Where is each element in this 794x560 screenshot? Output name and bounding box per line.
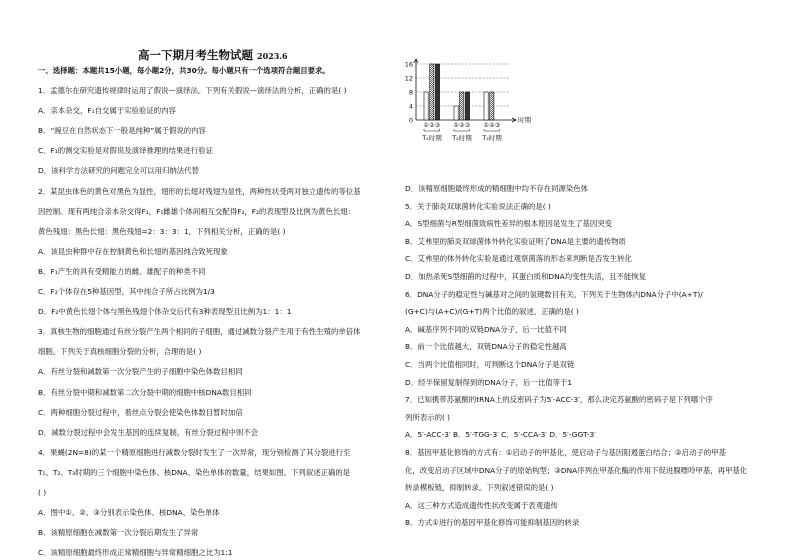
question-line: D．经半保留复制得到的DNA分子，后一比值等于1 bbox=[405, 377, 573, 387]
question-line: 列所表示的( ) bbox=[405, 412, 451, 422]
question-line: C．艾弗里的体外转化实验是通过观察菌落的形态来判断是否发生转化 bbox=[405, 254, 632, 264]
question-line: 因控制。现有两纯合亲本杂交得F₁，F₁雌雄个体间相互交配得F₂，F₂的表现型及比例为黄色长翅： bbox=[38, 206, 356, 216]
bar bbox=[424, 92, 428, 120]
question-line: 7．已知携带苏氨酸的tRNA上的反密码子为5′-ACC-3′，那么决定苏氨酸的密码子是下列哪个序 bbox=[405, 395, 713, 405]
y-tick-label: 0 bbox=[408, 116, 413, 125]
group-bracket bbox=[424, 129, 440, 131]
bar bbox=[465, 92, 469, 120]
y-tick-label: 16 bbox=[404, 60, 413, 69]
question-line: B．有丝分裂中期和减数第二次分裂中期的细胞中核DNA数目相同 bbox=[38, 387, 252, 397]
question-line: 5．关于肺炎双球菌转化实验说法正确的是( ) bbox=[405, 201, 551, 211]
question-line: 1．孟德尔在研究遗传规律时运用了假说—演绎法。下列有关假说—演绎法的分析，正确的是( ) bbox=[38, 86, 347, 95]
series-mark-label: ③ bbox=[464, 122, 471, 129]
question-line: 黄色残翅：黑色长翅：黑色残翅=2：3：3：1，下列相关分析，正确的是( ) bbox=[38, 226, 286, 236]
series-mark-label: ① bbox=[483, 122, 489, 129]
question-line: D．减数分裂过程中会发生基因的连续复制，有丝分裂过程中则不会 bbox=[38, 427, 259, 437]
question-line: A．碱基序列不同的双链DNA分子，后一比值不同 bbox=[405, 324, 567, 334]
bar bbox=[490, 92, 494, 120]
question-line: C．F₂个体存在5种基因型，其中纯合子所占比例为1/3 bbox=[38, 287, 215, 296]
question-line: 2．某昆虫体色的黄色对黑色为显性，翅形的长翅对残翅为显性，两种性状受两对独立遗传的等位基 bbox=[38, 186, 361, 196]
x-axis-label: 时期 bbox=[518, 116, 531, 124]
question-line: A．图中①、②、③分别表示染色体、核DNA、染色单体 bbox=[38, 508, 220, 518]
exam-date: 2023.6 bbox=[257, 51, 288, 61]
bar bbox=[484, 92, 488, 120]
series-mark-label: ② bbox=[429, 122, 435, 129]
question-line: A．该昆虫种群中存在控制黄色和长翅的基因纯合致死现象 bbox=[38, 246, 228, 256]
question-line: C．两种细胞分裂过程中，着丝点分裂会使染色体数目暂时加倍 bbox=[38, 407, 243, 417]
series-mark-label: ② bbox=[489, 122, 495, 129]
question-line: C．该精原细胞最终形成正常精细胞与异常精细胞之比为1:1 bbox=[38, 548, 233, 558]
question-line: (G+C)与(A+C)/(G+T)两个比值的叙述，正确的是( ) bbox=[405, 307, 579, 317]
question-line: B．前一个比值越大，双链DNA分子的稳定性越高 bbox=[405, 342, 567, 352]
question-line: 6．DNA分子的稳定性与碱基对之间的氢键数目有关。下列关于生物体内DNA分子中(A+T)/ bbox=[405, 289, 703, 299]
question-line: B．该精原细胞在减数第一次分裂后期发生了异常 bbox=[38, 528, 199, 538]
question-line: D．F₂中黄色长翅个体与黑色残翅个体杂交后代有3种表现型且比例为1：1：1 bbox=[38, 307, 292, 317]
question-line: A．S型细菌与R型细菌致病性差异的根本原因是发生了基因突变 bbox=[405, 219, 613, 229]
section-heading: 一、选择题：本题共15小题，每小题2分，共30分。每小题只有一个选项符合题目要求。 bbox=[38, 66, 330, 75]
bar bbox=[435, 64, 439, 120]
group-label: T₃时期 bbox=[482, 134, 502, 142]
question-line: 转录模板链，抑制转录。下列叙述错误的是( ) bbox=[405, 483, 554, 493]
question-line: ( ) bbox=[38, 488, 47, 497]
question-line: 细胞。下列关于真核细胞分裂的分析，合理的是( ) bbox=[38, 347, 202, 357]
series-mark-label: ③ bbox=[494, 122, 501, 129]
series-mark-label: ① bbox=[423, 122, 429, 129]
question-line: 4．果蝇(2N=8)的某一个精原细胞进行减数分裂时发生了一次异常，现分别检测了其分裂进行至 bbox=[38, 447, 351, 457]
series-mark-label: ① bbox=[453, 122, 459, 129]
question-line: A．5′-ACC-3′ B．5′-TGG-3′ C．5′-CCA-3′ D．5′-GGT-3′ bbox=[405, 430, 596, 440]
question-line: D．该精原细胞最终形成的精细胞中均不存在同源染色体 bbox=[405, 184, 589, 193]
question-line: 3．真核生物的细胞通过有丝分裂产生两个相同的子细胞，通过减数分裂产生用于有性生殖的单倍体 bbox=[38, 327, 361, 337]
bar bbox=[454, 106, 458, 120]
question-line: B．F₁产生的具有受精能力的雌、雄配子的种类不同 bbox=[38, 266, 206, 276]
question-line: B．“豌豆在自然状态下一般是纯种”属于假说的内容 bbox=[38, 126, 206, 136]
y-tick-label: 4 bbox=[408, 102, 413, 111]
question-line: 化，改变启动子区域中DNA分子的原始构型；③DNA序列在甲基化酶的作用下促进腺嘌呤甲基，再甲基化 bbox=[405, 465, 748, 475]
question-line: A．亲本杂交，F₁自交属于实验验证的内容 bbox=[38, 106, 176, 116]
question-line: D．该科学方法研究的问题完全可以用归纳法代替 bbox=[38, 166, 199, 176]
bar bbox=[460, 92, 464, 120]
group-label: T₁时期 bbox=[422, 134, 442, 142]
question-line: A．有丝分裂和减数第一次分裂产生的子细胞中染色体数目相同 bbox=[38, 367, 243, 377]
question-line: C．F₁的测交实验是对假说及演绎推理的结果进行验证 bbox=[38, 146, 213, 156]
y-tick-label: 8 bbox=[408, 88, 413, 97]
question-line: B．艾弗里的肺炎双球菌体外转化实验证明了DNA是主要的遗传物质 bbox=[405, 236, 626, 246]
question-4-bar-chart bbox=[398, 58, 531, 168]
group-bracket bbox=[454, 129, 470, 131]
series-mark-label: ③ bbox=[434, 122, 441, 129]
series-mark-label: ② bbox=[459, 122, 465, 129]
question-line: T₁、T₂、T₃时期的三个细胞中染色体、核DNA、染色单体的数量，结果如图。下列叙述正确的是 bbox=[38, 467, 351, 477]
question-line: B．方式①进行的基因甲基化修饰可能抑制基因的转录 bbox=[405, 518, 580, 528]
question-line: 8．基因甲基化修饰的方式有：①启动子的甲基化，使启动子与基因阻遏蛋白结合；②启动子的甲基 bbox=[405, 448, 726, 457]
group-label: T₂时期 bbox=[452, 134, 472, 142]
bar bbox=[430, 64, 434, 120]
group-bracket bbox=[484, 129, 500, 131]
exam-title-text: 高一下期月考生物试题 bbox=[138, 48, 253, 62]
question-line: A．这三种方式造成遗传性状改变属于表观遗传 bbox=[405, 500, 558, 510]
y-tick-label: 12 bbox=[404, 74, 413, 83]
question-line: D．加热杀死S型细菌的过程中，其蛋白质和DNA均变性失活，且不能恢复 bbox=[405, 272, 646, 281]
exam-title bbox=[138, 47, 288, 63]
question-line: C．当两个比值相同时，可判断这个DNA分子是双链 bbox=[405, 360, 575, 369]
